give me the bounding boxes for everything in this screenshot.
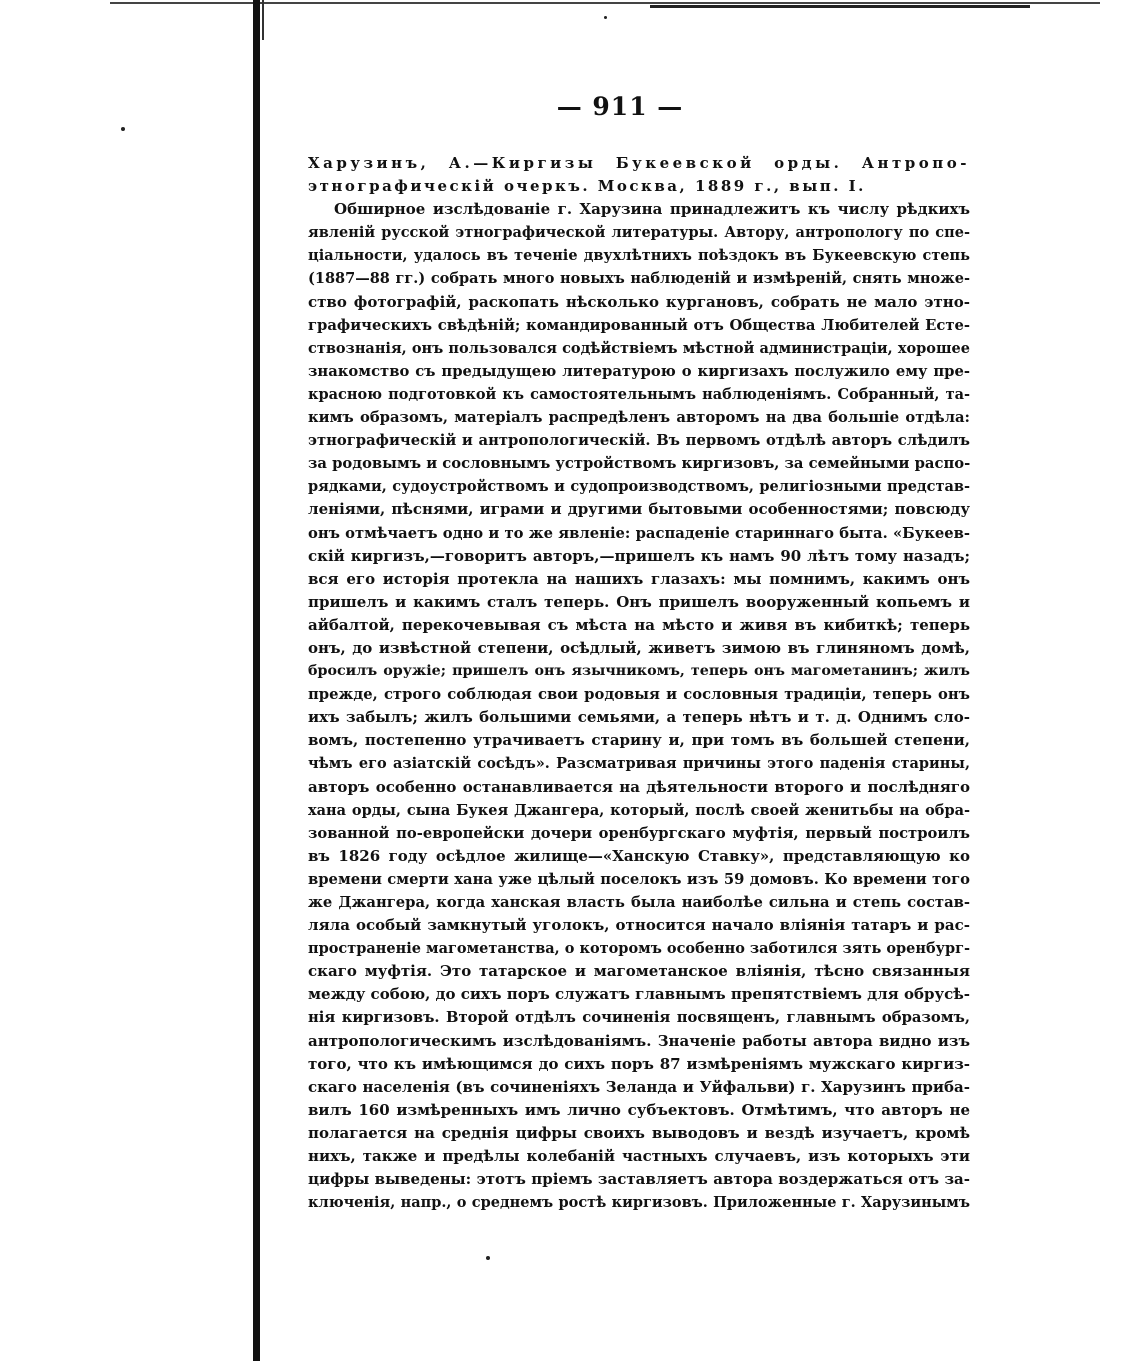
body-line: авторъ особенно останавливается на дѣятельности второго и послѣдняго (308, 777, 970, 796)
body-line: пространеніе магометанства, о которомъ особенно заботился зять оренбург- (308, 940, 970, 958)
top-scan-edge-dark (650, 5, 1030, 8)
binding-gutter-line-secondary (262, 0, 264, 40)
body-line: леніями, пѣснями, играми и другими бытовыми особенностями; повсюду (308, 500, 970, 519)
body-line: ляла особый замкнутый уголокъ, относится начало вліянія татаръ и рас- (308, 916, 970, 935)
scan-speck (604, 16, 607, 19)
body-line: Обширное изслѣдованіе г. Харузина принадлежитъ къ числу рѣдкихъ (334, 200, 970, 219)
body-line: (1887—88 гг.) собрать много новыхъ наблюденій и измѣреній, снять множе- (308, 270, 970, 288)
body-line: чѣмъ его азіатскій сосѣдъ». Разсматривая причины этого паденія старины, (308, 755, 970, 773)
body-line: явленій русской этнографической литературы. Автору, антропологу по спе- (308, 224, 970, 242)
page-number: — 911 — (556, 92, 684, 121)
body-line: айбалтой, перекочевывая съ мѣста на мѣсто и живя въ кибиткѣ; теперь (308, 615, 970, 634)
body-line: ключенія, напр., о среднемъ ростѣ киргизовъ. Приложенные г. Харузинымъ (308, 1194, 970, 1212)
body-line: въ 1826 году осѣдлое жилище—«Ханскую Ставку», представляющую ко (308, 846, 970, 865)
body-line: вилъ 160 измѣренныхъ имъ лично субъектовъ. Отмѣтимъ, что авторъ не (308, 1100, 970, 1119)
body-line: времени смерти хана уже цѣлый поселокъ изъ 59 домовъ. Ко времени того (308, 870, 970, 888)
scan-speck (121, 127, 125, 131)
body-line: антропологическимъ изслѣдованіямъ. Значеніе работы автора видно изъ (308, 1031, 970, 1050)
body-line: скій киргизъ,—говоритъ авторъ,—пришелъ къ намъ 90 лѣтъ тому назадъ; (308, 546, 970, 565)
body-line: прежде, строго соблюдая свои родовыя и сословныя традиціи, теперь онъ (308, 686, 970, 704)
body-line: за родовымъ и сословнымъ устройствомъ киргизовъ, за семейными распо- (308, 455, 970, 473)
body-line: цифры выведены: этотъ пріемъ заставляетъ автора воздержаться отъ за- (308, 1170, 970, 1189)
body-line: нія киргизовъ. Второй отдѣлъ сочиненія посвященъ, главнымъ образомъ, (308, 1009, 970, 1027)
body-line: ство фотографій, раскопать нѣсколько кургановъ, собрать не мало этно- (308, 292, 970, 311)
body-line: онъ отмѣчаетъ одно и то же явленіе: распаденіе стариннаго быта. «Букеев- (308, 524, 970, 542)
entry-heading-line: этнографическій очеркъ. Москва, 1889 г., вып. I. (308, 177, 866, 196)
body-line: рядками, судоустройствомъ и судопроизводствомъ, религіозными представ- (308, 478, 970, 496)
body-line: же Джангера, когда ханская власть была наиболѣе сильна и степь состав- (308, 894, 970, 911)
body-line: скаго населенія (въ сочиненіяхъ Зеланда и Уйфальви) г. Харузинъ приба- (308, 1077, 970, 1096)
body-line: между собою, до сихъ поръ служатъ главнымъ препятствіемъ для обрусѣ- (308, 985, 970, 1004)
body-line: онъ, до извѣстной степени, осѣдлый, живетъ зимою въ глиняномъ домѣ, (308, 638, 970, 657)
body-line: пришелъ и какимъ сталъ теперь. Онъ пришелъ вооруженный копьемъ и (308, 592, 970, 611)
body-line: хана орды, сына Букея Джангера, который, послѣ своей женитьбы на обра- (308, 801, 970, 819)
body-line: полагается на среднія цифры своихъ выводовъ и вездѣ изучаетъ, кромѣ (308, 1123, 970, 1142)
body-line: бросилъ оружіе; пришелъ онъ язычникомъ, теперь онъ магометанинъ; жилъ (308, 663, 970, 680)
entry-heading-line: Харузинъ, А.—Киргизы Букеевской орды. Антропо- (308, 154, 970, 172)
body-line: кимъ образомъ, матеріалъ распредѣленъ авторомъ на два большіе отдѣла: (308, 409, 970, 427)
body-line: знакомство съ предыдущею литературою о киргизахъ послужило ему пре- (308, 362, 970, 380)
body-line: ихъ забылъ; жилъ большими семьями, а теперь нѣтъ и т. д. Однимъ сло- (308, 708, 970, 727)
body-line: того, что къ имѣющимся до сихъ поръ 87 измѣреніямъ мужскаго киргиз- (308, 1054, 970, 1073)
body-line: зованной по-европейски дочери оренбургскаго муфтія, первый построилъ (308, 824, 970, 842)
body-line: скаго муфтія. Это татарское и магометанское вліянія, тѣсно связанныя (308, 962, 970, 981)
entry-text (308, 152, 970, 1214)
binding-gutter-line (253, 0, 260, 1361)
body-line: этнографическій и антропологическій. Въ первомъ отдѣлѣ авторъ слѣдилъ (308, 432, 970, 450)
body-line: ствознанія, онъ пользовался содѣйствіемъ мѣстной администраціи, хорошее (308, 339, 970, 357)
body-line: красною подготовкой къ самостоятельнымъ наблюденіямъ. Собранный, та- (308, 385, 970, 403)
body-line: ціальности, удалось въ теченіе двухлѣтнихъ поѣздокъ въ Букеевскую степь (308, 247, 970, 265)
body-line: вся его исторія протекла на нашихъ глазахъ: мы помнимъ, какимъ онъ (308, 569, 970, 588)
body-line: нихъ, также и предѣлы колебаній частныхъ случаевъ, изъ которыхъ эти (308, 1147, 970, 1166)
body-line: графическихъ свѣдѣній; командированный отъ Общества Любителей Есте- (308, 316, 970, 334)
body-line: вомъ, постепенно утрачиваетъ старину и, при томъ въ большей степени, (308, 731, 970, 750)
scan-speck (486, 1256, 490, 1260)
